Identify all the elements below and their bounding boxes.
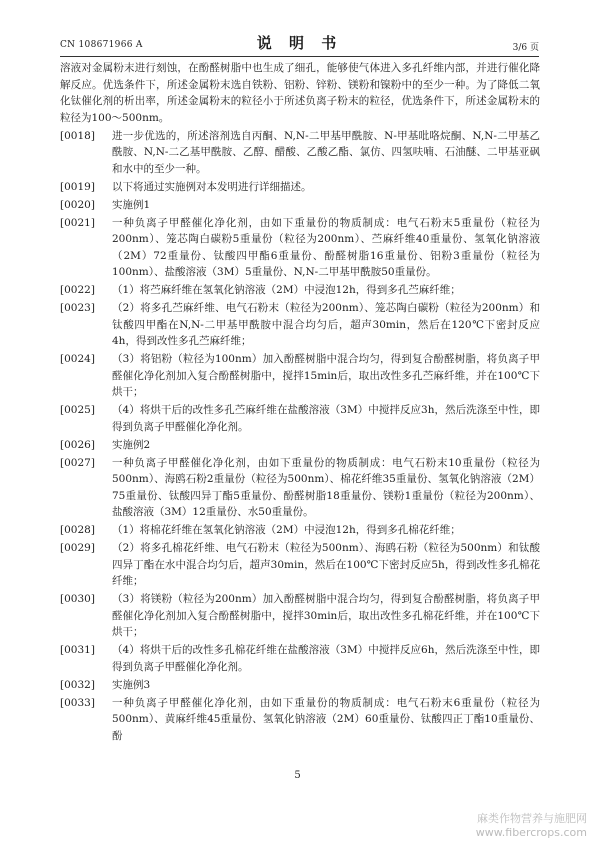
paragraph	[60, 522, 540, 539]
page-info: 3/6 页	[512, 43, 539, 53]
watermark-title: 麻类作物营养与施肥网	[477, 812, 587, 825]
paragraph-text: 实施例2	[112, 438, 151, 451]
patent-number: CN 108671966 A	[60, 40, 143, 50]
paragraph-number: [0022]	[60, 284, 95, 296]
paragraph	[60, 402, 540, 435]
paragraph	[60, 642, 540, 675]
page-number: 5	[294, 770, 301, 781]
paragraph	[60, 540, 540, 590]
paragraph	[60, 455, 540, 521]
paragraph-number: [0033]	[60, 696, 95, 709]
paragraph-number: [0021]	[60, 216, 95, 229]
paragraph-number: [0028]	[60, 524, 95, 536]
watermark	[476, 812, 587, 840]
paragraph-text: （2）将多孔棉花纤维、电气石粉末（粒径为500nm）、海鸥石粉（粒径为500nm）和钛酸四异丁酯在水中混合均匀后，超声30min，然后在100℃下密封反应5h，得到改性多孔棉花纤维；	[112, 542, 540, 587]
page-header	[60, 32, 539, 54]
paragraph-number: [0031]	[60, 644, 95, 656]
paragraph-text: 一种负离子甲醛催化净化剂，由如下重量份的物质制成：电气石粉末6重量份（粒径为500nm）、黄麻纤维45重量份、氢氧化钠溶液（2M）60重量份、钛酸四正丁酯10重量份、酚	[112, 696, 540, 742]
paragraph	[60, 215, 540, 281]
paragraph-text: 一种负离子甲醛催化净化剂，由如下重量份的物质制成：电气石粉末10重量份（粒径为500nm）、海鸥石粉2重量份（粒径为500nm）、棉花纤维35重量份、氢氧化钠溶液（2M）75重量份、钛酸四异丁酯5重量份、酚醛树脂18重量份、镁粉1重量份（粒径为200nm）、盐酸溶液（3M）12重量份、水50重量份。	[112, 456, 540, 518]
paragraph-number: [0025]	[60, 404, 95, 416]
paragraph-number: [0026]	[60, 438, 95, 451]
paragraph	[60, 300, 540, 350]
paragraph	[60, 282, 540, 299]
paragraph-number: [0019]	[60, 180, 95, 193]
header-divider	[60, 56, 539, 57]
document-title: 说 明 书	[256, 34, 343, 52]
continuation-text: 溶液对金属粉末进行刻蚀，在酚醛树脂中也生成了细孔，能够使气体进入多孔纤维内部，并进行催化降解反应。优选条件下，所述金属粉末选自铁粉、铝粉、锌粉、镁粉和镍粉中的至少一种。为了降低二氧化钛催化剂的析出率，所述金属粉末的粒径小于所述负离子粉末的粒径，优选条件下，所述金属粉末的粒径为100～500nm。	[60, 62, 540, 124]
paragraph-number: [0023]	[60, 302, 95, 314]
paragraph	[60, 437, 540, 454]
paragraph-text: （1）将苎麻纤维在氢氧化钠溶液（2M）中浸泡12h，得到多孔苎麻纤维；	[112, 284, 461, 296]
paragraph-text: 实施例1	[112, 198, 151, 211]
paragraph	[60, 351, 540, 401]
paragraph-number: [0032]	[60, 678, 95, 691]
paragraph-number: [0029]	[60, 542, 95, 554]
paragraph-text: 一种负离子甲醛催化净化剂，由如下重量份的物质制成：电气石粉末5重量份（粒径为200nm）、笼芯陶白碳粉5重量份（粒径为200nm）、苎麻纤维40重量份、氢氧化钠溶液（2M）72重量份、钛酸四甲酯6重量份、酚醛树脂16重量份、铝粉3重量份（粒径为100nm）、盐酸溶液（3M）5重量份、N,N-二甲基甲酰胺50重量份。	[112, 216, 540, 278]
paragraph-text: （4）将烘干后的改性多孔棉花纤维在盐酸溶液（3M）中搅拌反应6h，然后洗涤至中性，即得到负离子甲醛催化净化剂。	[112, 644, 540, 673]
paragraph-text: （3）将铝粉（粒径为100nm）加入酚醛树脂中混合均匀，得到复合酚醛树脂，将负离子甲醛催化净化剂加入复合酚醛树脂中，搅拌15min后，取出改性多孔苎麻纤维，并在100℃下烘干；	[112, 353, 540, 398]
paragraph-text: 进一步优选的，所述溶剂选自丙酮、N,N-二甲基甲酰胺、N-甲基吡咯烷酮、N,N-二甲基乙酰胺、N,N-二乙基甲酰胺、乙醇、醋酸、乙酸乙酯、氯仿、四氢呋喃、石油醚、二甲基亚砜和水中的至少一种。	[112, 129, 540, 175]
paragraph	[60, 591, 540, 641]
paragraph-number: [0027]	[60, 456, 95, 469]
paragraph	[60, 677, 540, 694]
paragraph-text: 实施例3	[112, 678, 151, 691]
paragraph-text: （2）将多孔苎麻纤维、电气石粉末（粒径为200nm）、笼芯陶白碳粉（粒径为200nm）和钛酸四甲酯在N,N-二甲基甲酰胺中混合均匀后，超声30min，然后在120℃下密封反应4h，得到改性多孔苎麻纤维；	[112, 302, 540, 347]
paragraph-text: （3）将镁粉（粒径为200nm）加入酚醛树脂中混合均匀，得到复合酚醛树脂，将负离子甲醛催化净化剂加入复合酚醛树脂中，搅拌30min后，取出改性多孔棉花纤维，并在100℃下烘干；	[112, 593, 540, 638]
paragraph-number: [0020]	[60, 198, 95, 211]
paragraph-number: [0018]	[60, 129, 95, 142]
paragraph	[60, 197, 540, 214]
paragraph-text: 以下将通过实施例对本发明进行详细描述。	[112, 180, 312, 193]
paragraph-number: [0024]	[60, 353, 95, 365]
watermark-url: www.fibercrops.com	[475, 826, 587, 839]
paragraph-text: （4）将烘干后的改性多孔苎麻纤维在盐酸溶液（3M）中搅拌反应3h，然后洗涤至中性，即得到负离子甲醛催化净化剂。	[112, 404, 540, 433]
paragraph-text: （1）将棉花纤维在氢氧化钠溶液（2M）中浸泡12h，得到多孔棉花纤维；	[112, 524, 461, 536]
paragraph	[60, 128, 540, 178]
paragraph-number: [0030]	[60, 593, 95, 605]
document-body	[60, 60, 540, 746]
paragraph	[60, 695, 540, 745]
paragraph	[60, 179, 540, 196]
